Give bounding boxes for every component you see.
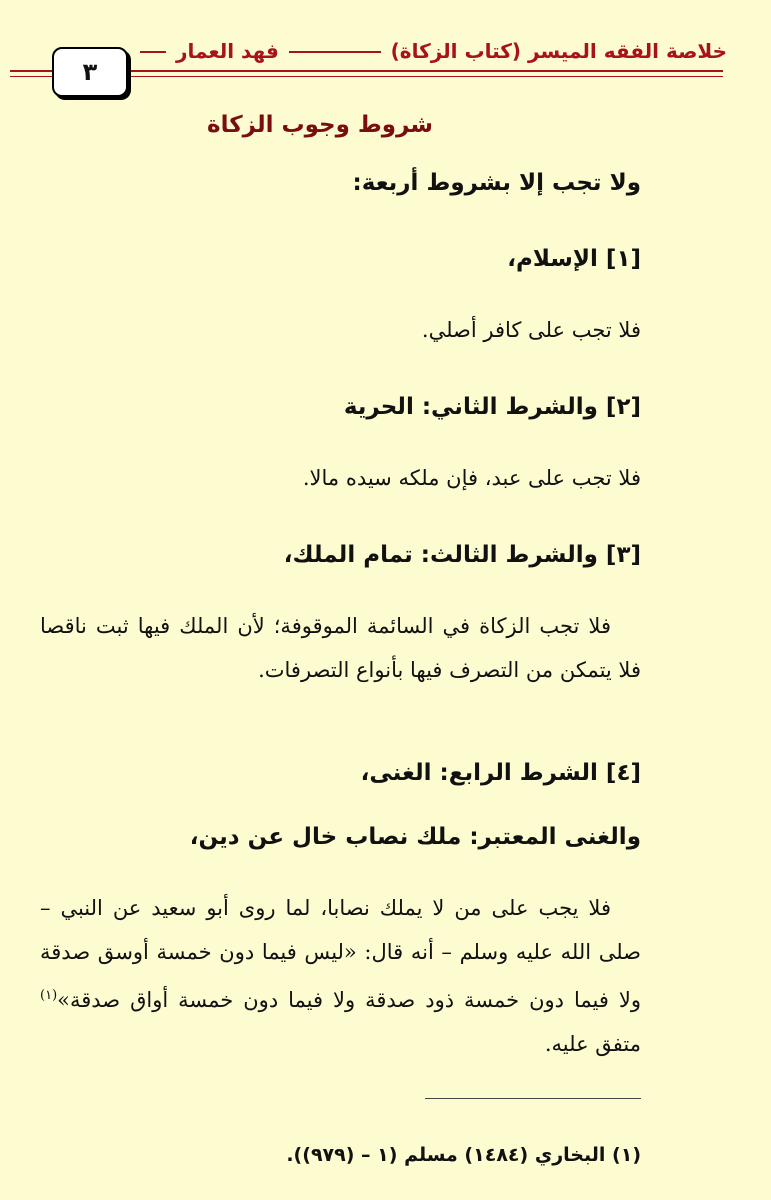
condition-1-title: [١] الإسلام،: [507, 246, 641, 272]
condition-4-paragraph: [40, 886, 641, 1066]
book-title: خلاصة الفقه الميسر (كتاب الزكاة): [390, 39, 727, 63]
condition-4-subtitle: والغنى المعتبر: ملك نصاب خال عن دين،: [189, 824, 641, 850]
condition-4-title: [٤] الشرط الرابع: الغنى،: [360, 760, 641, 786]
condition-3-paragraph: [40, 604, 641, 692]
page-number-box: [52, 47, 128, 97]
condition-3-title: [٣] والشرط الثالث: تمام الملك،: [283, 542, 641, 568]
condition-2-text: فلا تجب على عبد، فإن ملكه سيده مالا.: [302, 466, 641, 490]
condition-4-text: فلا يجب على من لا يملك نصابا، لما روى أبو سعيد عن النبي – صلى الله عليه وسلم – أنه قال: «ليس فيما دون خمسة أوسق صدقة ولا فيما دون خمسة ذود صدقة ولا فيما دون خمسة أواق صدقة»: [40, 896, 641, 1012]
condition-4-text-end: متفق عليه.: [544, 1032, 641, 1056]
header-dash-end: [140, 51, 166, 53]
condition-1-text: فلا تجب على كافر أصلي.: [421, 318, 641, 342]
condition-3-text: فلا تجب الزكاة في السائمة الموقوفة؛ لأن الملك فيها ثبت ناقصا فلا يتمكن من التصرف فيها بأنواع التصرفات.: [40, 614, 641, 682]
running-header: [140, 36, 727, 66]
intro-line: ولا تجب إلا بشروط أربعة:: [352, 170, 641, 196]
page-number: ٣: [82, 58, 98, 86]
footnote-marker: (١): [40, 988, 58, 1003]
header-dash: [289, 51, 381, 53]
footnote-separator: [425, 1098, 641, 1099]
footnote: (١) البخاري (١٤٨٤) مسلم (١ – (٩٧٩)).: [286, 1144, 641, 1166]
author-name: فهد العمار: [176, 39, 279, 63]
condition-2-title: [٢] والشرط الثاني: الحرية: [343, 394, 641, 420]
section-title: شروط وجوب الزكاة: [207, 112, 433, 138]
